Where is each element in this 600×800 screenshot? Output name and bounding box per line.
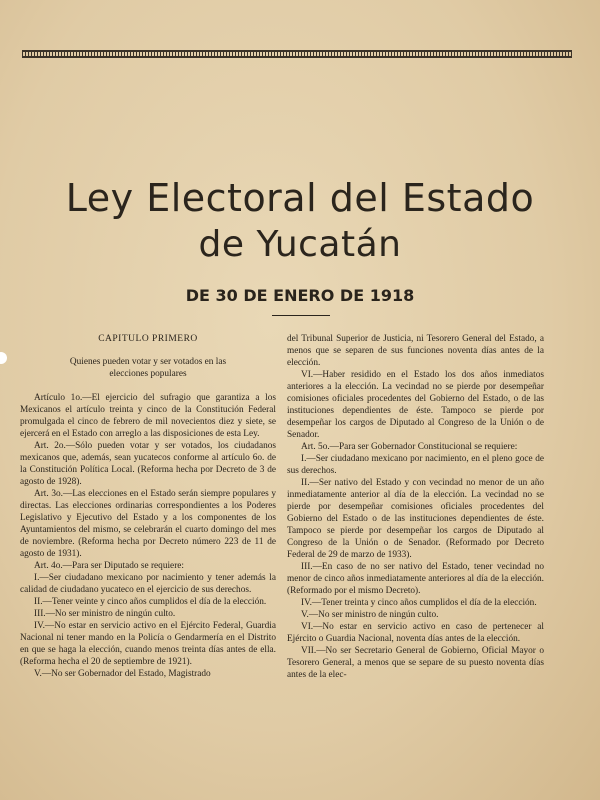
punch-hole: [0, 352, 7, 364]
article-4-clause-ii: II.—Tener veinte y cinco años cumplidos el día de la elección.: [34, 597, 267, 607]
chapter-subtitle-line2: elecciones populares: [109, 369, 187, 379]
article-3: Art. 3o.—Las elecciones en el Estado serán siempre populares y directas. Las elecciones ordinarias correspondientes a los Poderes Legislativo y Ejecutivo del Estado y a los componentes de los Ayuntamientos del mismo, se celebrarán el cuarto domingo del mes de noviembre. (Reforma hecha por Decreto número 223 de 11 de agosto de 1931).: [20, 489, 276, 559]
article-5-clause-ii: II.—Ser nativo del Estado y con vecindad no menor de un año inmediatamente anterior al día de la elección. La vecindad no se pierde por desempeñar comisiones oficiales procedentes del Gobierno del Estado o de las instituciones dependientes de éste. Tampoco se pierde por desempeñar los cargos de Diputado al Congreso de la Unión o de Senador. (Reformado por Decreto Federal de 29 de marzo de 1933).: [287, 478, 544, 560]
article-4-clause-iv: IV.—No estar en servicio activo en el Ejército Federal, Guardia Nacional ni tener mando en la Policía o Gendarmería en el Distrito en que se haga la elección, cuando menos treinta días antes de ella. (Reforma hecha el 20 de septiembre de 1921).: [20, 621, 276, 667]
document-date-subtitle: DE 30 DE ENERO DE 1918: [185, 286, 415, 305]
article-5-clause-iii: III.—En caso de no ser nativo del Estado, tener vecindad no menor de cinco años inmediatamente anteriores al día de la elección. (Reformado por el mismo Decreto).: [287, 562, 544, 596]
article-5-clause-iv: IV.—Tener treinta y cinco años cumplidos el día de la elección.: [301, 598, 537, 608]
left-column: [20, 333, 276, 680]
document-title-line1: Ley Electoral del Estado: [65, 176, 535, 220]
article-1: Artículo 1o.—El ejercicio del sufragio que garantiza a los Mexicanos el artículo treinta y cinco de la Constitución Federal promulgada el cinco de febrero de mil novecientos diez y siete, se ejercerá en el Estado con arreglo a las disposiciones de esta Ley.: [20, 393, 276, 439]
article-4-clause-vi: VI.—Haber residido en el Estado los dos años inmediatos anteriores a la elección. La vecindad no se pierde por desempeñar comisiones oficiales procedentes del Gobierno del Estado, o de las instituciones dependientes de éste. Tampoco se pierde por desempeñar los cargos de Diputado al Congreso de la Unión o de Senador.: [287, 370, 544, 440]
article-4-clause-iii: III.—No ser ministro de ningún culto.: [34, 609, 176, 619]
decorative-header-rule: [22, 50, 572, 58]
article-5-clause-v: V.—No ser ministro de ningún culto.: [301, 610, 439, 620]
right-column: [287, 333, 544, 681]
article-5-clause-i: I.—Ser ciudadano mexicano por nacimiento, en el pleno goce de sus derechos.: [287, 454, 544, 476]
title-divider: [272, 315, 330, 316]
document-title-line2: de Yucatán: [198, 224, 402, 265]
article-4-clause-i: I.—Ser ciudadano mexicano por nacimiento y tener además la calidad de ciudadano yucateco en el ejercicio de sus derechos.: [20, 573, 276, 595]
article-4-clause-v: V.—No ser Gobernador del Estado, Magistrado: [34, 669, 211, 679]
article-5: Art. 5o.—Para ser Gobernador Constitucional se requiere:: [301, 442, 518, 452]
chapter-subtitle-line1: Quienes pueden votar y ser votados en las: [69, 357, 227, 367]
chapter-heading: CAPITULO PRIMERO: [98, 334, 198, 344]
article-5-clause-vi: VI.—No estar en servicio activo en caso de pertenecer al Ejército o Guardia Nacional, noventa días antes de la elección.: [287, 622, 544, 644]
article-2: Art. 2o.—Sólo pueden votar y ser votados, los ciudadanos mexicanos que, además, sean yucatecos conforme al artículo 6o. de la Constitución Política Local. (Reforma hecha por Decreto de 3 de agosto de 1928).: [20, 441, 276, 487]
article-4: Art. 4o.—Para ser Diputado se requiere:: [34, 561, 184, 571]
chapter-subtitle: [20, 356, 276, 380]
article-4-clause-v-continued: del Tribunal Superior de Justicia, ni Tesorero General del Estado, a menos que se separen de sus funciones noventa días antes de la elección.: [287, 334, 544, 368]
article-5-clause-vii: VII.—No ser Secretario General de Gobierno, Oficial Mayor o Tesorero General, a menos que se separe de su puesto noventa días antes de la elec-: [287, 646, 544, 680]
